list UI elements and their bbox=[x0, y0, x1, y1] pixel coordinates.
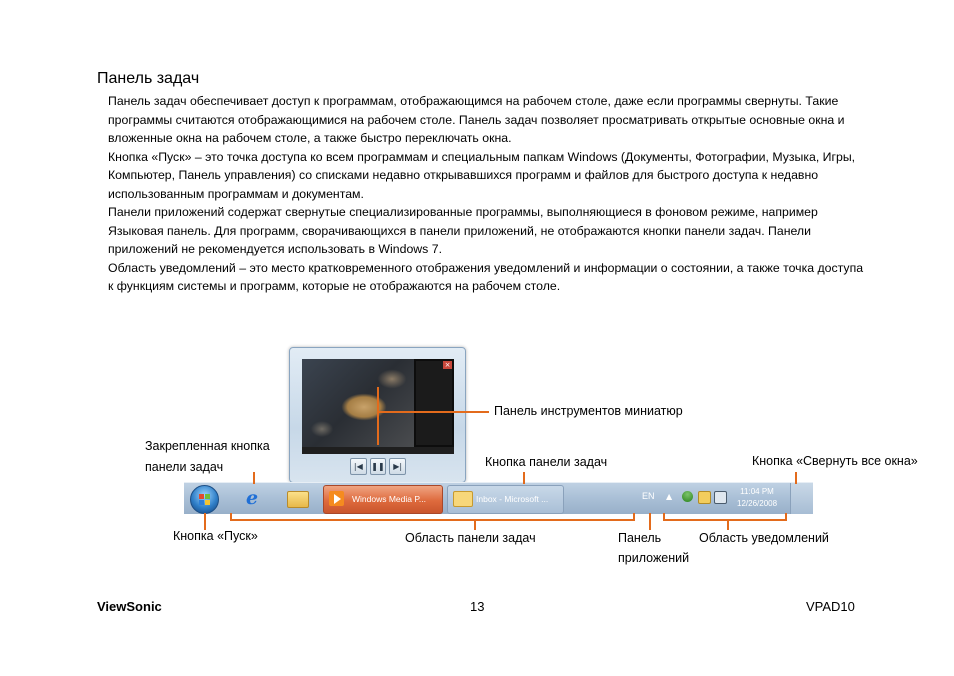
taskbar-button-inbox[interactable] bbox=[447, 485, 564, 514]
previous-track-icon[interactable]: |◀ bbox=[350, 458, 367, 475]
player-side-panel bbox=[416, 361, 452, 445]
page-number: 13 bbox=[470, 599, 485, 614]
footer-brand: ViewSonic bbox=[97, 599, 162, 614]
internet-explorer-icon: e bbox=[246, 487, 259, 509]
next-track-icon[interactable]: ▶| bbox=[389, 458, 406, 475]
callout-line-show-desktop bbox=[795, 472, 797, 484]
thumbnail-toolbar bbox=[350, 458, 406, 475]
tray-mail-icon[interactable] bbox=[698, 491, 711, 504]
callout-bracket-notify-h bbox=[663, 519, 787, 521]
callout-line-pinned bbox=[253, 472, 255, 484]
taskbar-button-media-player[interactable] bbox=[323, 485, 443, 514]
paragraph-app-panels: Панели приложений содержат свернутые специализированные программы, выполняющиеся в фоновом режиме, например Языковая панель. Для программ, сворачивающихся в панели приложений, не отображаются кнопки панели задач. Панели приложений не рекомендуется использовать в Windows 7. bbox=[108, 205, 818, 256]
start-button[interactable] bbox=[190, 485, 219, 514]
player-bar bbox=[302, 447, 454, 454]
user-status-icon[interactable] bbox=[682, 491, 693, 502]
clock-time: 11:04 PM bbox=[740, 487, 774, 496]
paragraph-taskbar: Панель задач обеспечивает доступ к программам, отображающимся на рабочем столе, даже если программы свернуты. Такие программы считаются отображающимися на рабочем столе. Панель задач позволяет просматривать открытые основные окна и вложенные окна на рабочем столе, а также быстро переключать окна. bbox=[108, 94, 845, 145]
rock-image bbox=[302, 359, 414, 447]
paragraph-notifications: Область уведомлений – это место кратковременного отображения уведомлений и информации о состоянии, а также точка доступа к функциям системы и программ, которые не отображаются на рабочем столе. bbox=[108, 260, 864, 293]
callout-line-taskbar-button bbox=[523, 472, 525, 484]
language-bar[interactable]: EN bbox=[642, 491, 655, 501]
media-player-icon bbox=[329, 491, 344, 506]
network-icon[interactable] bbox=[714, 491, 727, 504]
close-icon[interactable]: × bbox=[444, 361, 451, 369]
body-text bbox=[108, 92, 868, 296]
label-pinned-line2: панели задач bbox=[145, 460, 224, 474]
pause-icon[interactable]: ❚❚ bbox=[370, 458, 387, 475]
clock-date: 12/26/2008 bbox=[737, 499, 778, 508]
taskbar-button-label: Windows Media P... bbox=[352, 494, 427, 504]
folder-icon bbox=[287, 491, 309, 508]
label-thumbnail-toolbar: Панель инструментов миниатюр bbox=[494, 404, 683, 418]
pinned-explorer-button[interactable] bbox=[280, 486, 314, 511]
taskbar bbox=[184, 482, 813, 514]
mail-icon bbox=[453, 491, 473, 507]
footer-model: VPAD10 bbox=[806, 599, 855, 614]
paragraph-start: Кнопка «Пуск» – это точка доступа ко всем программам и специальным папкам Windows (Документы, Фотографии, Музыка, Игры, Компьютер, Панель управления) со списками недавно открывавшихся программ и файлов для быстрого доступа к недавно использованным программам и документам. bbox=[108, 149, 856, 201]
label-taskbar-button: Кнопка панели задач bbox=[485, 455, 608, 469]
callout-bracket-taskbar-h bbox=[230, 519, 635, 521]
label-pinned-line1: Закрепленная кнопка bbox=[145, 439, 270, 453]
label-show-desktop: Кнопка «Свернуть все окна» bbox=[752, 454, 918, 468]
system-clock[interactable] bbox=[737, 486, 777, 510]
page-title: Панель задач bbox=[97, 70, 200, 87]
show-desktop-button[interactable] bbox=[790, 483, 813, 514]
taskbar-button-label: Inbox - Microsoft ... bbox=[476, 494, 549, 504]
callout-line-toolbar-v bbox=[377, 387, 379, 445]
label-app-panel-line2: приложений bbox=[618, 551, 690, 565]
callout-line-toolbar-h bbox=[377, 411, 489, 413]
label-notification-area: Область уведомлений bbox=[699, 531, 829, 545]
pinned-ie-button[interactable] bbox=[238, 486, 272, 511]
label-taskbar-area: Область панели задач bbox=[405, 531, 536, 545]
tray-expand-icon[interactable]: ▲ bbox=[666, 492, 673, 501]
windows-logo-icon bbox=[199, 494, 210, 505]
label-start-button: Кнопка «Пуск» bbox=[173, 529, 258, 543]
label-app-panel-line1: Панель bbox=[618, 531, 662, 545]
